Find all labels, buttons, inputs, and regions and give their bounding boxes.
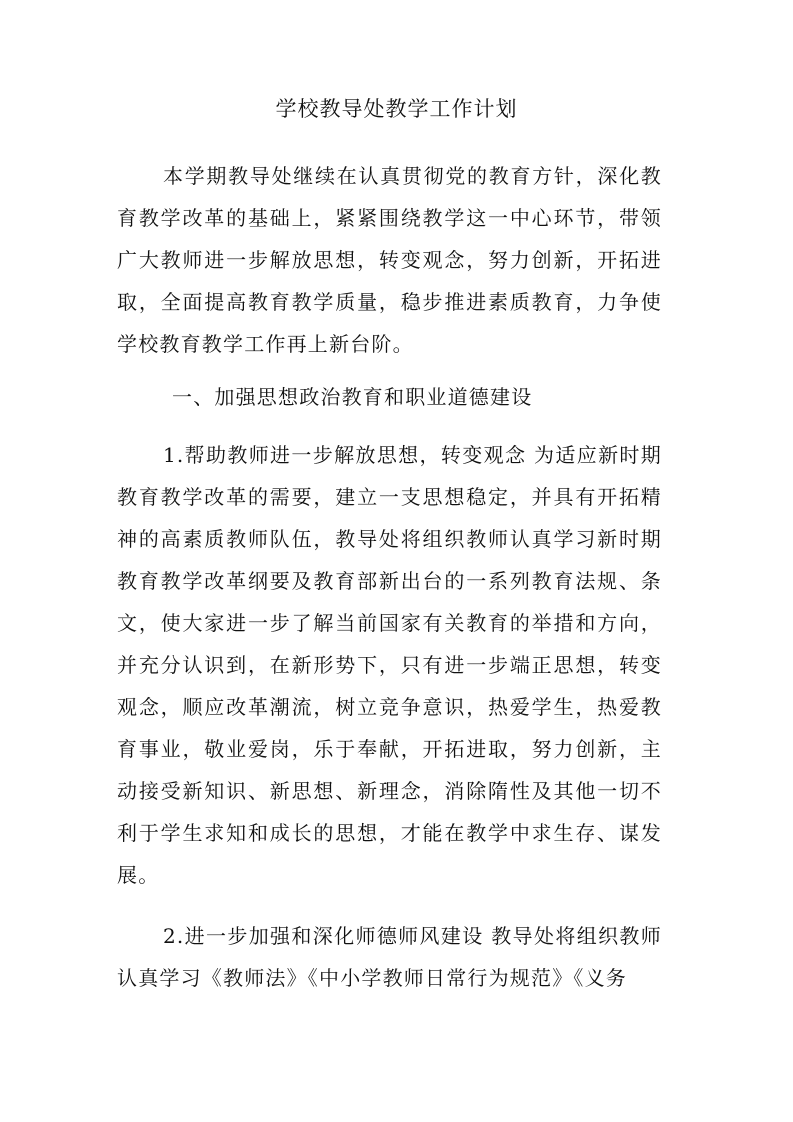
item-1-paragraph: 1.帮助教师进一步解放思想，转变观念 为适应新时期教育教学改革的需要，建立一支思想稳定，并具有开拓精神的高素质教师队伍，教导处将组织教师认真学习新时期教育教学改革纲要及教育部新出台的一系列教育法规、条文，使大家进一步了解当前国家有关教育的举措和方向，并充分认识到，在新形势下，只有进一步端正思想，转变观念，顺应改革潮流，树立竞争意识，热爱学生，热爱教育事业，敬业爱岗，乐于奉献，开拓进取，努力创新，主动接受新知识、新思想、新理念，消除隋性及其他一切不利于学生求知和成长的思想，才能在教学中求生存、谋发展。 (117, 443, 662, 887)
intro-paragraph: 本学期教导处继续在认真贯彻党的教育方针，深化教育教学改革的基础上，紧紧围绕教学这一中心环节，带领广大教师进一步解放思想，转变观念，努力创新，开拓进取，全面提高教育教学质量，稳步推进素质教育，力争使学校教育教学工作再上新台阶。 (117, 164, 662, 356)
document-title: 学校教导处教学工作计划 (275, 97, 518, 121)
section-heading: 一、加强思想政治教育和职业道德建设 (172, 385, 533, 409)
item-2-paragraph: 2.进一步加强和深化师德师风建设 教导处将组织教师认真学习《教师法》《中小学教师日常行为规范》《义务 (117, 924, 662, 990)
